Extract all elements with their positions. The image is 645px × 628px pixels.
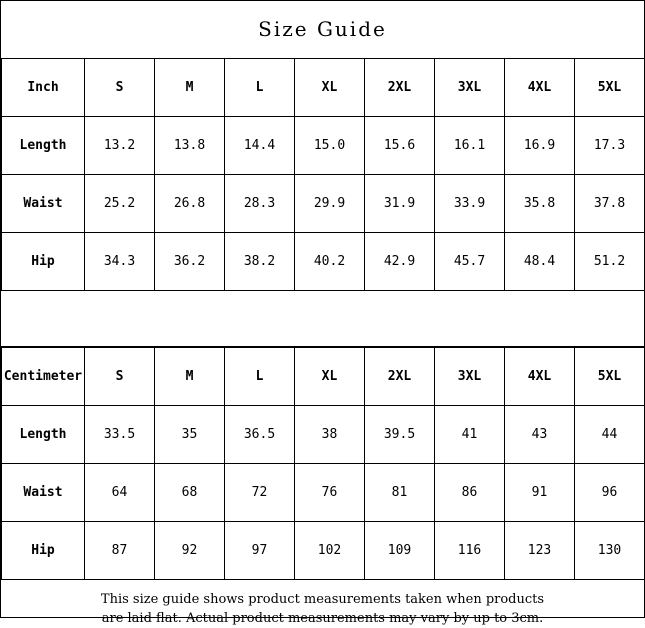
cell-hip-4xl: 48.4 xyxy=(505,233,575,291)
cell-hip-5xl: 51.2 xyxy=(575,233,645,291)
cell-waist-3xl: 33.9 xyxy=(435,175,505,233)
cell-length-xl: 38 xyxy=(295,406,365,464)
unit-label-inch: Inch xyxy=(2,59,85,117)
cell-hip-s: 34.3 xyxy=(85,233,155,291)
cell-hip-l: 38.2 xyxy=(225,233,295,291)
cell-hip-xl: 40.2 xyxy=(295,233,365,291)
cell-waist-m: 26.8 xyxy=(155,175,225,233)
cell-waist-xl: 76 xyxy=(295,464,365,522)
cell-hip-m: 92 xyxy=(155,522,225,580)
centimeter-size-table xyxy=(1,347,645,580)
size-header-5xl: 5XL xyxy=(575,59,645,117)
size-header-2xl: 2XL xyxy=(365,348,435,406)
table-row xyxy=(2,233,645,291)
row-label-hip: Hip xyxy=(2,233,85,291)
cell-hip-xl: 102 xyxy=(295,522,365,580)
row-label-waist: Waist xyxy=(2,464,85,522)
cell-hip-m: 36.2 xyxy=(155,233,225,291)
size-header-4xl: 4XL xyxy=(505,348,575,406)
cell-hip-l: 97 xyxy=(225,522,295,580)
cell-length-xl: 15.0 xyxy=(295,117,365,175)
footer-note xyxy=(1,580,644,628)
size-header-l: L xyxy=(225,59,295,117)
cell-waist-4xl: 91 xyxy=(505,464,575,522)
table-row xyxy=(2,175,645,233)
footer-line-2: are laid flat. Actual product measurements may vary by up to 3cm. xyxy=(101,611,544,626)
table-header-row xyxy=(2,348,645,406)
cell-length-l: 36.5 xyxy=(225,406,295,464)
footer-line-1: This size guide shows product measurements taken when products xyxy=(100,592,545,607)
cell-waist-xl: 29.9 xyxy=(295,175,365,233)
cell-hip-2xl: 42.9 xyxy=(365,233,435,291)
cell-waist-2xl: 31.9 xyxy=(365,175,435,233)
table-separator xyxy=(1,291,644,347)
row-label-length: Length xyxy=(2,117,85,175)
cell-waist-l: 72 xyxy=(225,464,295,522)
page-title: Size Guide xyxy=(258,17,387,41)
cell-waist-5xl: 37.8 xyxy=(575,175,645,233)
table-row xyxy=(2,117,645,175)
cell-length-4xl: 16.9 xyxy=(505,117,575,175)
size-header-5xl: 5XL xyxy=(575,348,645,406)
unit-label-centimeter: Centimeter xyxy=(2,348,85,406)
cell-waist-3xl: 86 xyxy=(435,464,505,522)
cell-hip-3xl: 45.7 xyxy=(435,233,505,291)
cell-length-5xl: 44 xyxy=(575,406,645,464)
inch-size-table xyxy=(1,58,645,291)
table-row xyxy=(2,406,645,464)
cell-length-5xl: 17.3 xyxy=(575,117,645,175)
table-row xyxy=(2,522,645,580)
cell-waist-s: 64 xyxy=(85,464,155,522)
size-header-3xl: 3XL xyxy=(435,59,505,117)
cell-hip-s: 87 xyxy=(85,522,155,580)
cell-hip-2xl: 109 xyxy=(365,522,435,580)
size-header-2xl: 2XL xyxy=(365,59,435,117)
size-header-m: M xyxy=(155,59,225,117)
cell-hip-5xl: 130 xyxy=(575,522,645,580)
size-header-s: S xyxy=(85,348,155,406)
size-header-3xl: 3XL xyxy=(435,348,505,406)
table-header-row xyxy=(2,59,645,117)
cell-hip-4xl: 123 xyxy=(505,522,575,580)
size-header-s: S xyxy=(85,59,155,117)
cell-length-4xl: 43 xyxy=(505,406,575,464)
size-header-4xl: 4XL xyxy=(505,59,575,117)
row-label-waist: Waist xyxy=(2,175,85,233)
cell-waist-s: 25.2 xyxy=(85,175,155,233)
cell-length-l: 14.4 xyxy=(225,117,295,175)
cell-waist-l: 28.3 xyxy=(225,175,295,233)
cell-length-m: 35 xyxy=(155,406,225,464)
table-row xyxy=(2,464,645,522)
cell-length-m: 13.8 xyxy=(155,117,225,175)
cell-length-3xl: 16.1 xyxy=(435,117,505,175)
row-label-length: Length xyxy=(2,406,85,464)
row-label-hip: Hip xyxy=(2,522,85,580)
cell-length-2xl: 39.5 xyxy=(365,406,435,464)
cell-length-2xl: 15.6 xyxy=(365,117,435,175)
size-header-m: M xyxy=(155,348,225,406)
cell-length-3xl: 41 xyxy=(435,406,505,464)
size-header-l: L xyxy=(225,348,295,406)
size-header-xl: XL xyxy=(295,59,365,117)
size-header-xl: XL xyxy=(295,348,365,406)
cell-hip-3xl: 116 xyxy=(435,522,505,580)
cell-length-s: 33.5 xyxy=(85,406,155,464)
cell-waist-4xl: 35.8 xyxy=(505,175,575,233)
cell-waist-m: 68 xyxy=(155,464,225,522)
cell-waist-2xl: 81 xyxy=(365,464,435,522)
cell-length-s: 13.2 xyxy=(85,117,155,175)
cell-waist-5xl: 96 xyxy=(575,464,645,522)
